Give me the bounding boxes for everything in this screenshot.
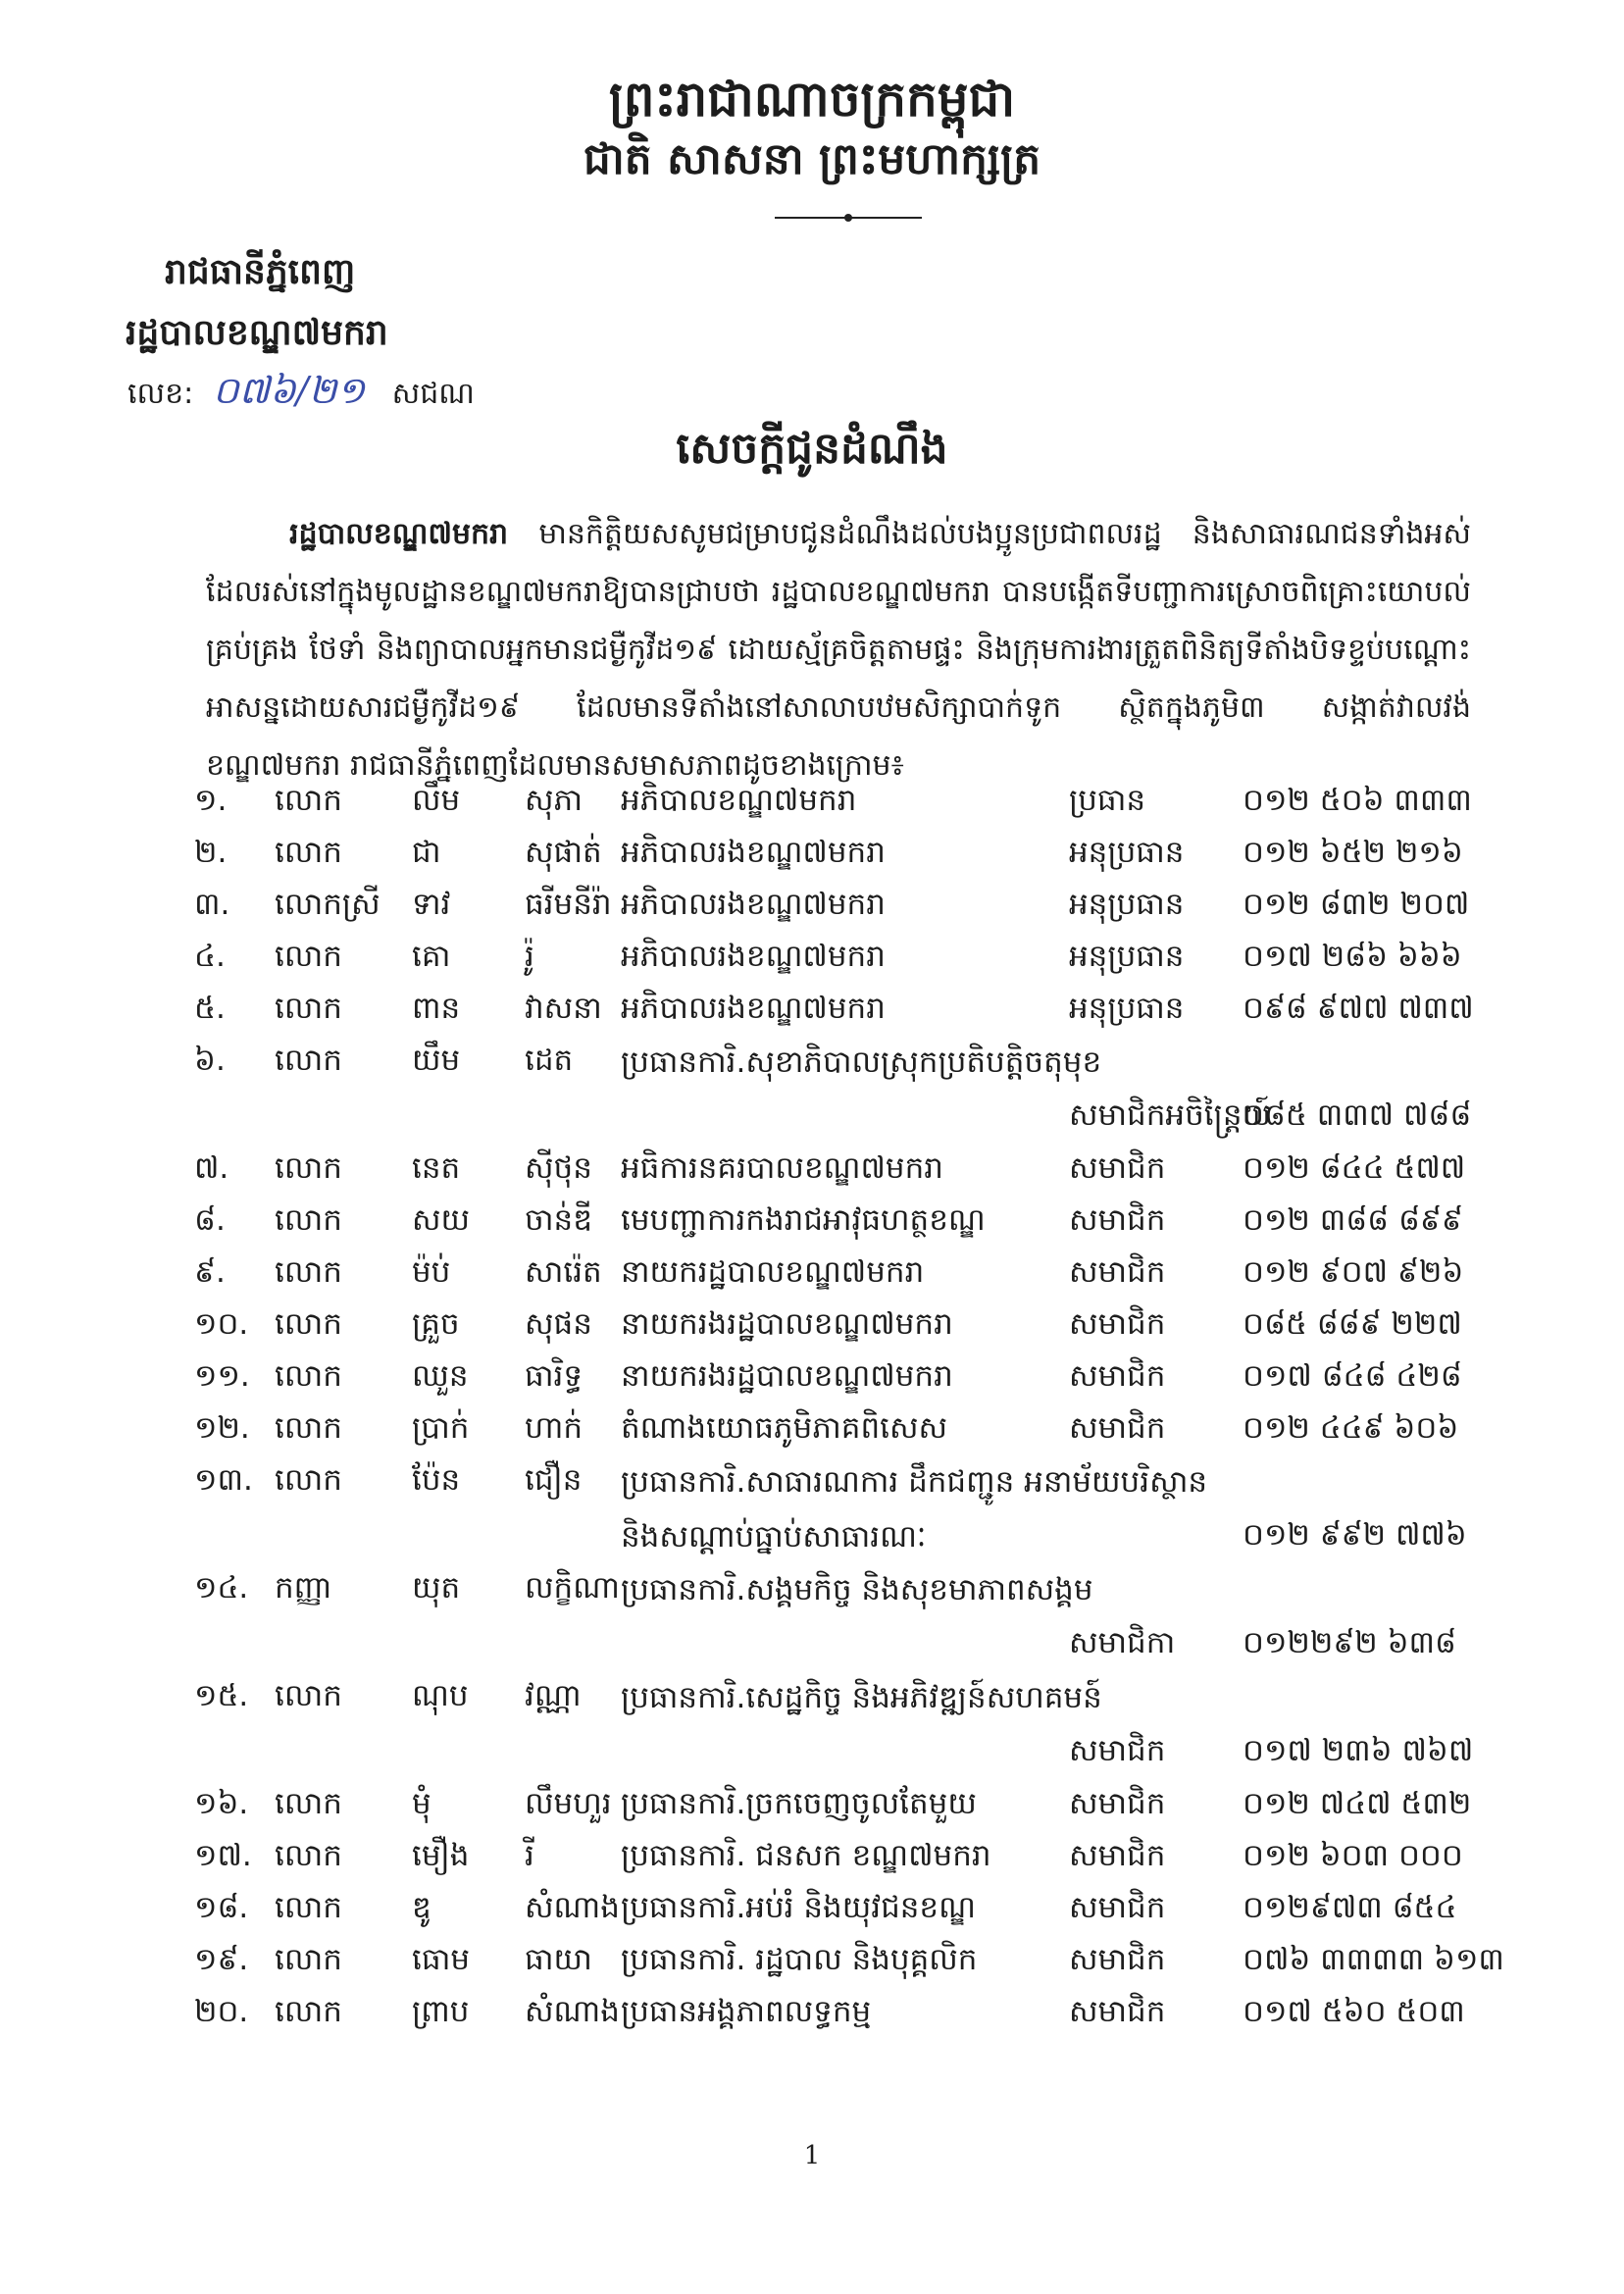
member-number: ២. [194,835,228,870]
member-given-name: ជឿន [525,1462,583,1498]
member-number: ៥. [194,991,226,1026]
member-role: សមាជិក [1069,1786,1166,1821]
member-position: ប្រធានការិ.អប់រំ និងយុវជនខណ្ឌ [621,1890,976,1925]
member-position: ប្រធានការិ.សាធារណការ ដឹកជញ្ជូន អនាម័យបរិស្ថាន [621,1464,1208,1500]
member-given-name: ស៊ីថុន [525,1150,592,1186]
member-position: ប្រធានអង្គភាពលទ្ធកម្ម [621,1994,872,2029]
member-position: នាយករងរដ្ឋបាលខណ្ឌ៧មករា [621,1306,953,1342]
intro-paragraph [206,505,1471,794]
member-honorific: លោក [275,783,342,818]
member-phone: ០១២២៩២ ៦៣៨ [1243,1625,1456,1660]
member-role: សមាជិក [1069,1890,1166,1925]
member-number: ១៧. [194,1838,252,1873]
member-surname: ទាវ [412,887,451,922]
member-honorific: លោក [275,1890,342,1925]
member-given-name: លឹមហួរ [525,1786,612,1821]
member-position: អភិបាលរងខណ្ឌ៧មករា [621,835,886,870]
member-row [0,1247,1624,1299]
member-role: សមាជិកអចិន្ត្រៃយ៍ [1069,1097,1272,1133]
member-phone: ០៧៦ ៣៣៣៣ ៦១៣ [1243,1942,1504,1977]
member-number: ១៣. [194,1462,253,1498]
member-position: អភិបាលខណ្ឌ៧មករា [621,783,857,818]
member-role: សមាជិក [1069,1150,1166,1186]
member-row [0,983,1624,1035]
member-role: សមាជិក [1069,1202,1166,1238]
member-role: សមាជិក [1069,1358,1166,1394]
member-position: មេបញ្ជាការកងរាជអាវុធហត្ថខណ្ឌ [621,1202,986,1238]
member-row [0,1402,1624,1454]
member-phone: ០១២ ៦០៣ ០០០ [1243,1838,1463,1873]
member-row [0,1035,1624,1143]
member-role: សមាជិក [1069,1838,1166,1873]
member-row [0,1830,1624,1882]
member-honorific: កញ្ញា [275,1570,332,1606]
national-motto: ជាតិ សាសនា ព្រះមហាក្សត្រ [583,134,1041,184]
member-honorific: លោក [275,1202,342,1238]
member-honorific: លោក [275,1254,342,1290]
member-position: អភិបាលរងខណ្ឌ៧មករា [621,991,886,1026]
member-number: ៩. [194,1254,226,1290]
member-honorific: លោក [275,1150,342,1186]
member-number: ១៨. [194,1890,249,1925]
office-name: រដ្ឋបាលខណ្ឌ៧មករា [126,313,388,353]
member-honorific: លោកស្រី [275,887,381,922]
member-phone: ០១២ ៤៤៩ ៦០៦ [1243,1410,1459,1446]
member-surname: ម៉ប់ [412,1254,451,1290]
member-number: ១០. [194,1306,249,1342]
member-honorific: លោក [275,1462,342,1498]
member-row [0,1882,1624,1934]
member-number: ១៤. [194,1570,249,1606]
intro-body: មានកិត្តិយសសូមជម្រាបជូនដំណឹងដល់បងប្អូនប្រជាពលរដ្ឋ និងសាធារណជនទាំងអស់ដែលរស់នៅក្នុងមូលដ្ឋានខណ្ឌ៧មករាឱ្យបានជ្រាបថា រដ្ឋបាលខណ្ឌ៧មករា បានបង្កើតទីបញ្ជាការស្រោចពិគ្រោះយោបល់ គ្រប់គ្រង ថែទាំ និងព្យាបាលអ្នកមានជម្ងឺកូវីដ១៩ ដោយស្ម័គ្រចិត្តតាមផ្ទះ និងក្រុមការងារត្រួតពិនិត្យទីតាំងបិទខ្ទប់បណ្តោះអាសន្នដោយសារជម្ងឺកូវីដ១៩ ដែលមានទីតាំងនៅសាលាបឋមសិក្សាបាក់ទូក ស្ថិតក្នុងភូមិ៣ សង្កាត់វាលវង់ ខណ្ឌ៧មករា រាជធានីភ្នំពេញដែលមានសមាសភាពដូចខាងក្រោម៖ [206,517,1471,783]
member-honorific: លោក [275,1410,342,1446]
reference-number: ០៧៦/២១ [212,369,366,412]
member-position: អធិការនគរបាលខណ្ឌ៧មករា [621,1150,943,1186]
member-surname: ប៉ែន [412,1462,461,1498]
member-position: តំណាងយោធភូមិភាគពិសេស [621,1410,948,1446]
member-role: សមាជិក [1069,1942,1166,1977]
member-role: សមាជិក [1069,1254,1166,1290]
member-row [0,775,1624,827]
member-number: ១៩. [194,1942,249,1977]
member-number: ១៥. [194,1678,249,1713]
member-position: ប្រធានការិ. ជនសក ខណ្ឌ៧មករា [621,1838,991,1873]
member-surname: ណុប [412,1678,469,1713]
member-number: ១. [194,783,228,818]
member-role: សមាជិក [1069,1733,1166,1768]
member-surname: លឹម [412,783,461,818]
member-number: ៨. [194,1202,226,1238]
member-row [0,1670,1624,1778]
member-row [0,1454,1624,1562]
member-honorific: លោក [275,835,342,870]
member-given-name: សារ៉េត [525,1254,602,1290]
kingdom-heading: ព្រះរាជាណាចក្រកម្ពុជា [608,71,1016,127]
member-surname: ជា [412,835,441,870]
member-role: សមាជិក [1069,1306,1166,1342]
reference-line [127,367,475,422]
member-phone: ០១៧ ៥៦០ ៥០៣ [1243,1994,1465,2029]
page-number: 1 [803,2141,821,2170]
member-given-name: សំណាង [525,1890,620,1925]
member-phone: ០១២ ៣៨៨ ៨៩៩ [1243,1202,1463,1238]
member-honorific: លោក [275,1838,342,1873]
member-given-name: ហាក់ [525,1410,584,1446]
member-given-name: សុផន [525,1306,592,1342]
document-title: សេចក្តីជូនដំណឹង [676,424,948,474]
member-row [0,1562,1624,1670]
member-surname: គ្រួច [412,1306,460,1342]
member-row [0,1986,1624,2038]
reference-label: លេខ: [127,377,194,411]
member-phone: ០១២៩៧៣ ៨៥៤ [1243,1890,1457,1925]
member-number: ៦. [194,1043,226,1078]
member-surname: ធោម [412,1942,471,1977]
member-position: ប្រធានការិ. រដ្ឋបាល និងបុគ្គលិក [621,1942,978,1977]
member-row [0,1143,1624,1195]
member-phone: ០១២ ៨៣២ ២០៧ [1243,887,1470,922]
member-position: ប្រធានការិ.សេដ្ឋកិច្ច និងអភិវឌ្ឍន៍សហគមន៍ [621,1680,1102,1715]
member-position: នាយករដ្ឋបាលខណ្ឌ៧មករា [621,1254,925,1290]
member-given-name: សំណាង [525,1994,620,2029]
member-position: ប្រធានការិ.សុខាភិបាលស្រុកប្រតិបត្តិចតុមុខ [621,1045,1102,1080]
member-honorific: លោក [275,939,342,974]
member-role: អនុប្រធាន [1069,991,1185,1026]
member-position: អភិបាលរងខណ្ឌ៧មករា [621,887,886,922]
member-surname: ឌូ [412,1890,431,1925]
member-position: ប្រធានការិ.ច្រកចេញចូលតែមួយ [621,1786,977,1821]
reference-suffix: សជណ [391,377,475,411]
member-honorific: លោក [275,1942,342,1977]
member-row [0,879,1624,931]
member-phone: ០១២ ៨៤៤ ៥៧៧ [1243,1150,1466,1186]
member-surname: យុត [412,1570,461,1606]
member-position: អភិបាលរងខណ្ឌ៧មករា [621,939,886,974]
member-row [0,1778,1624,1830]
intro-lead: រដ្ឋបាលខណ្ឌ៧មករា [289,517,509,551]
member-phone: ០១២ ៩០៧ ៩២៦ [1243,1254,1464,1290]
member-number: ១២. [194,1410,250,1446]
member-row [0,1195,1624,1247]
member-number: ៣. [194,887,230,922]
member-phone: ០១២ ៦៥២ ២១៦ [1243,835,1463,870]
member-position-continued: និងសណ្តាប់ធ្នាប់សាធារណៈ [621,1519,927,1555]
member-position: នាយករងរដ្ឋបាលខណ្ឌ៧មករា [621,1358,953,1394]
member-row [0,931,1624,983]
member-surname: ឈួន [412,1358,469,1394]
member-surname: យឹម [412,1043,461,1078]
member-given-name: ដេត [525,1043,574,1078]
member-given-name: សុផាត់ [525,835,602,870]
member-phone: ០៨៥ ៨៨៩ ២២៧ [1243,1306,1462,1342]
member-phone: ០១៧ ៨៤៨ ៤២៨ [1243,1358,1462,1394]
member-phone: ០១២ ៥០៦ ៣៣៣ [1243,783,1472,818]
member-number: ១១. [194,1358,250,1394]
member-honorific: លោក [275,1306,342,1342]
member-row [0,1934,1624,1986]
member-role: សមាជិកា [1069,1625,1176,1660]
member-phone: ០១៧ ២៨៦ ៦៦៦ [1243,939,1462,974]
member-surname: មឿង [412,1838,470,1873]
member-given-name: រី [525,1838,534,1873]
member-row [0,1351,1624,1402]
member-list [0,775,1624,2038]
member-given-name: ធារិទ្ធ [525,1358,584,1394]
member-given-name: វាសនា [525,991,602,1026]
capital-name: រាជធានីភ្នំពេញ [165,252,356,292]
member-given-name: សុភា [525,783,584,818]
member-phone: ០១៧ ២៣៦ ៧៦៧ [1243,1733,1474,1768]
member-phone: ០៨៥ ៣៣៧ ៧៨៨ [1243,1097,1472,1133]
member-role: អនុប្រធាន [1069,939,1185,974]
member-honorific: លោក [275,991,342,1026]
member-surname: ប្រាក់ [412,1410,470,1446]
member-honorific: លោក [275,1786,342,1821]
member-given-name: ចាន់ឌី [525,1202,592,1238]
member-honorific: លោក [275,1678,342,1713]
member-honorific: លោក [275,1994,342,2029]
member-given-name: វណ្ណា [525,1678,582,1713]
member-honorific: លោក [275,1043,342,1078]
member-surname: ព្រាប [412,1994,470,2029]
member-surname: សយ [412,1202,471,1238]
member-phone: ០១២ ៧៤៧ ៥៣២ [1243,1786,1472,1821]
member-position: ប្រធានការិ.សង្គមកិច្ច និងសុខមាភាពសង្គម [621,1572,1093,1607]
member-phone: ០៩៨ ៩៧៧ ៧៣៧ [1243,991,1474,1026]
member-honorific: លោក [275,1358,342,1394]
member-role: សមាជិក [1069,1994,1166,2029]
member-number: ៤. [194,939,226,974]
member-surname: ពាន [412,991,461,1026]
member-row [0,827,1624,879]
member-surname: មុំ [412,1786,431,1821]
member-given-name: ធរីមនីរ៉ា [525,887,612,922]
member-given-name: ធាយា [525,1942,592,1977]
member-role: អនុប្រធាន [1069,887,1185,922]
member-role: ប្រធាន [1069,783,1146,818]
member-number: ៧. [194,1150,229,1186]
member-surname: គោ [412,939,451,974]
member-row [0,1299,1624,1351]
member-number: ២០. [194,1994,249,2029]
ornament-divider [775,210,922,226]
member-given-name: រ៉ូ [525,939,534,974]
member-surname: នេត [412,1150,461,1186]
member-phone: ០១២ ៩៩២ ៧៧៦ [1243,1517,1467,1553]
member-role: អនុប្រធាន [1069,835,1185,870]
member-role: សមាជិក [1069,1410,1166,1446]
member-number: ១៦. [194,1786,249,1821]
member-given-name: លក្ខិណា [525,1570,620,1606]
